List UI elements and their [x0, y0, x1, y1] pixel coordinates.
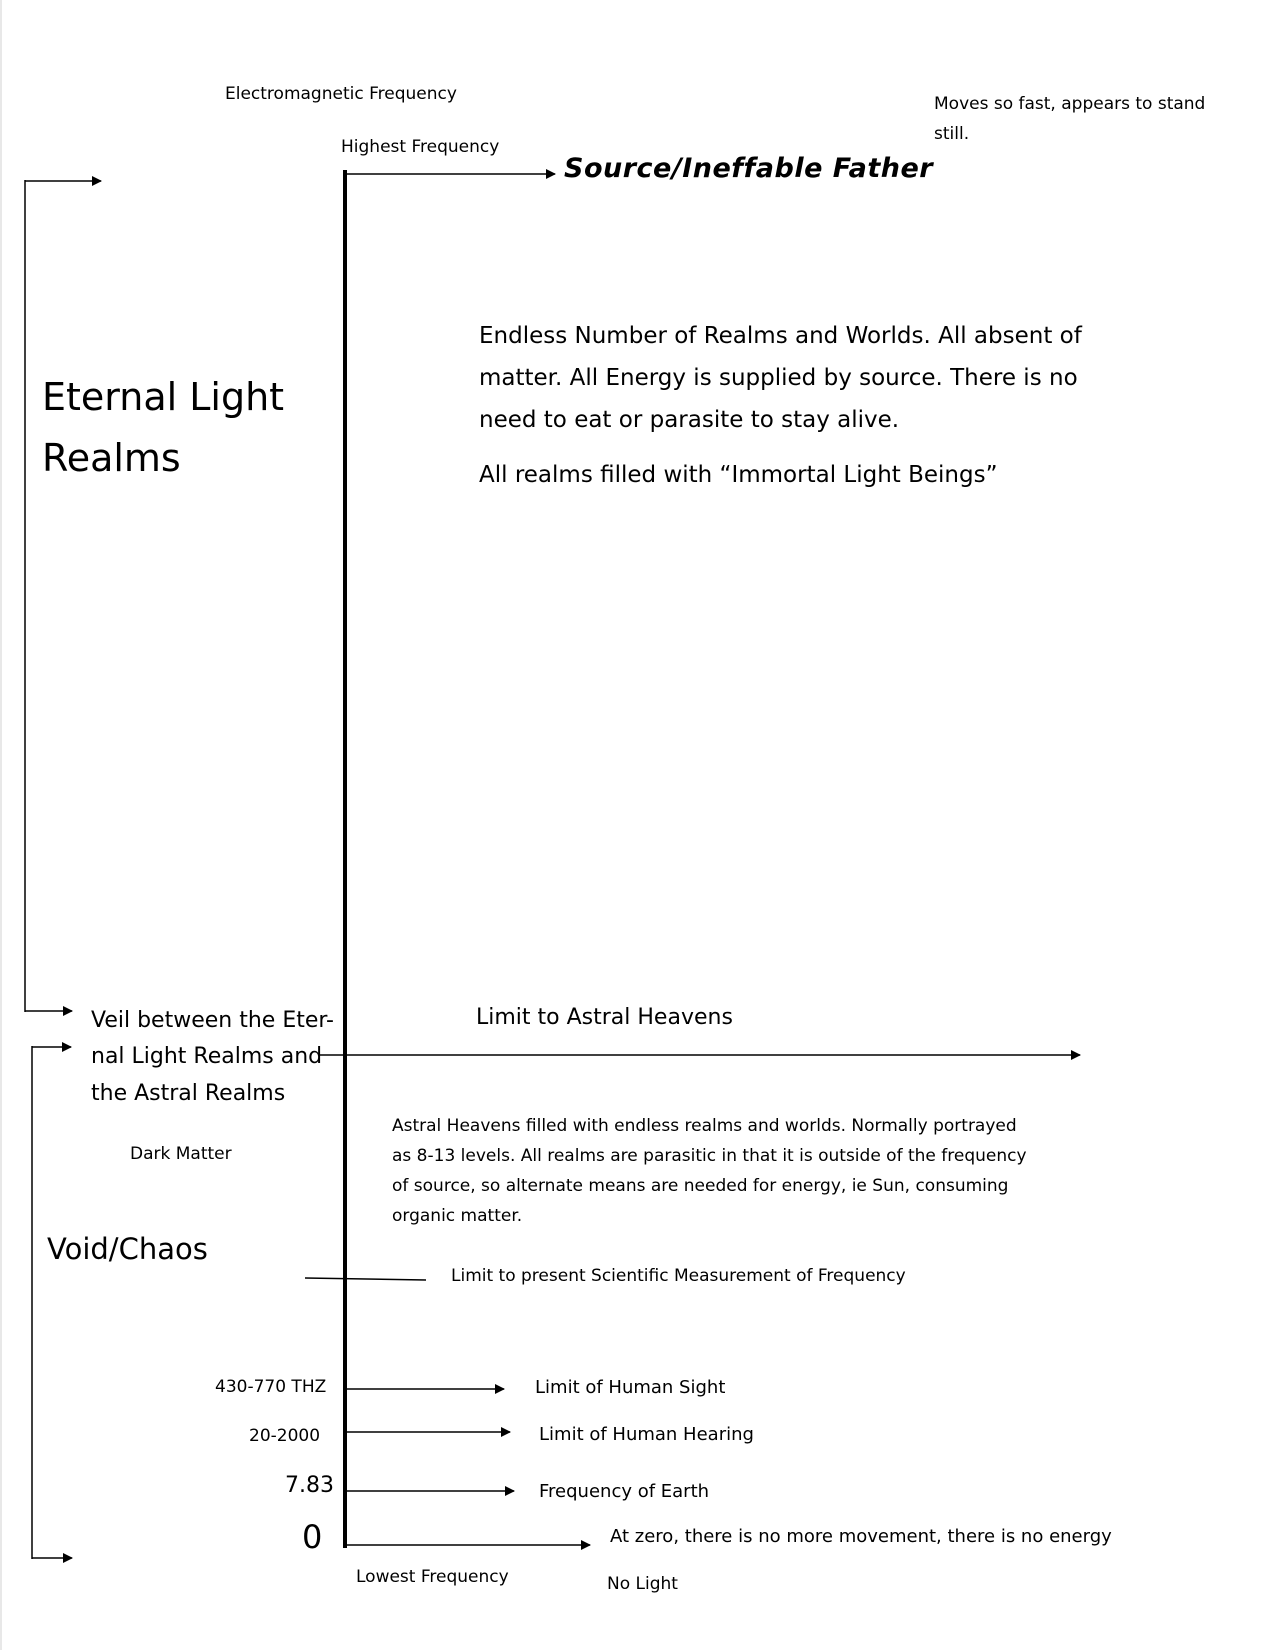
eternal-description: Endless Number of Realms and Worlds. All absent of matter. All Energy is supplied by source. There is no need to eat or parasite to stay alive.: [479, 323, 1082, 433]
veil-line3: the Astral Realms: [91, 1081, 286, 1106]
eternal-beings: All realms filled with “Immortal Light Beings”: [479, 462, 998, 488]
line-limit-science: [305, 1278, 426, 1280]
source-label: Source/Ineffable Father: [564, 153, 934, 184]
marker-label-hearing: Limit of Human Hearing: [539, 1424, 754, 1445]
dark-matter-label: Dark Matter: [130, 1144, 232, 1164]
marker-value-hearing: 20-2000: [249, 1426, 321, 1446]
veil-line1: Veil between the Eter-: [91, 1008, 334, 1033]
limit-science-label: Limit to present Scientific Measurement of Frequency: [451, 1266, 906, 1286]
axis-title: Electromagnetic Frequency: [225, 84, 457, 104]
marker-label-sight: Limit of Human Sight: [535, 1377, 726, 1398]
marker-value-earth: 7.83: [285, 1473, 334, 1498]
marker-label-zero: At zero, there is no more movement, there is no energy: [610, 1526, 1112, 1547]
lowest-frequency-label: Lowest Frequency: [356, 1567, 509, 1587]
void-chaos-label: Void/Chaos: [47, 1232, 208, 1266]
marker-value-zero: 0: [302, 1518, 323, 1556]
marker-value-sight: 430-770 THZ: [215, 1377, 327, 1397]
astral-description: Astral Heavens filled with endless realms and worlds. Normally portrayed as 8-13 levels. All realms are parasitic in that it is outside of the frequency of source, so alternate means are needed for energy, ie Sun, consuming organic matter.: [392, 1116, 1027, 1226]
eternal-label-line1: Eternal Light: [42, 375, 285, 419]
eternal-label-line2: Realms: [42, 436, 181, 480]
marker-label-earth: Frequency of Earth: [539, 1481, 710, 1502]
highest-frequency-label: Highest Frequency: [341, 137, 500, 157]
limit-astral-label: Limit to Astral Heavens: [476, 1005, 733, 1030]
top-note: Moves so fast, appears to stand still.: [934, 94, 1206, 144]
veil-line2: nal Light Realms and: [91, 1044, 323, 1069]
no-light-label: No Light: [607, 1574, 678, 1594]
